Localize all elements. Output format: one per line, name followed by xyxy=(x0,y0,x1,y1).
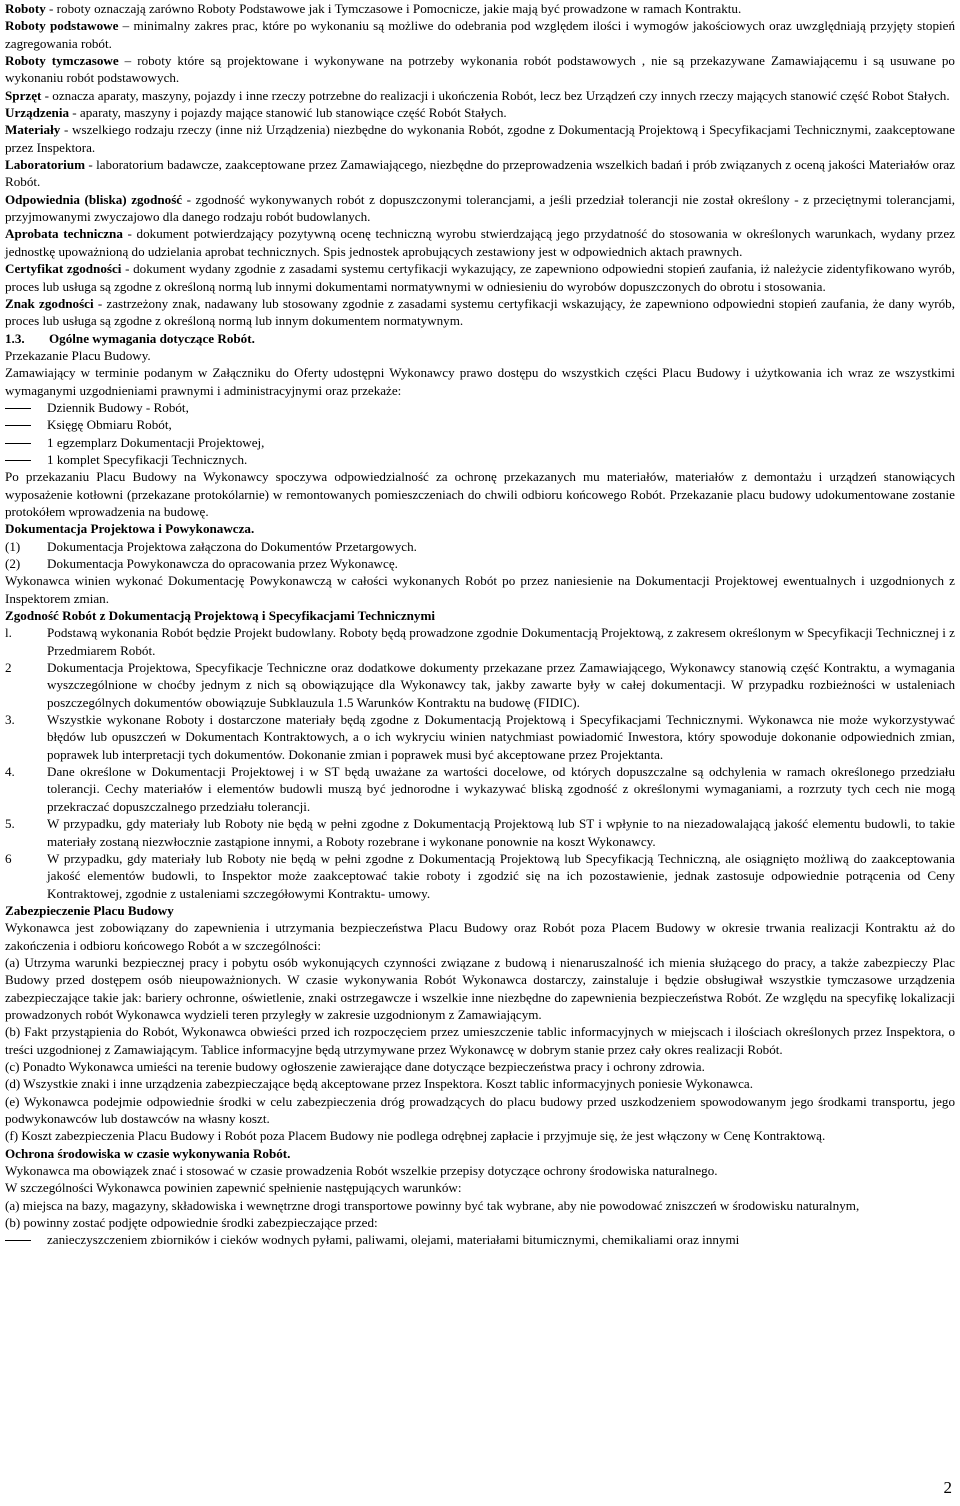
definition-paragraph xyxy=(5,225,955,260)
definition-term: Roboty xyxy=(5,1,46,16)
compliance-heading: Zgodność Robót z Dokumentacją Projektową i Specyfikacjami Technicznymi xyxy=(5,608,436,624)
section-number: 1.3. xyxy=(5,330,25,346)
definition-paragraph xyxy=(5,156,955,191)
definition-paragraph xyxy=(5,191,955,226)
definition-term: Sprzęt xyxy=(5,87,42,103)
definition-paragraph xyxy=(5,17,955,52)
item-number: 4. xyxy=(5,764,15,780)
item-text: W przypadku, gdy materiały lub Roboty nie będą w pełni zgodne z Dokumentacją Projektową lub Specyfikacją Techniczną, ale osiągnięto możliwą do zaakceptowania jakość elementów budowli, to Inspektor może zaakceptować takie roboty i zgodzić się na ich pozostawienie, jednak zastosuje odpowiednie potrącenia od Ceny Kontraktowej, zgodnie z ustaleniami szczegółowymi Kontraktu- umowy. xyxy=(47,850,955,901)
section-heading xyxy=(5,330,955,347)
section-title: Ogólne wymagania dotyczące Robót. xyxy=(49,330,255,346)
item-number: (2) xyxy=(5,556,21,571)
document-page xyxy=(5,0,955,1249)
item-text: W przypadku, gdy materiały lub Roboty nie będą w pełni zgodne z Dokumentacją Projektową lub ST i wpłynie to na niezadowalającą jakość elementu budowli, to takie materiały zostaną niezwłocznie zastąpione innymi, a Roboty rozebrane i wykonane ponownie na koszt Wykonawcy. xyxy=(47,816,955,849)
item-text: Dokumentacja Powykonawcza do opracowania przez Wykonawcę. xyxy=(47,556,398,571)
compliance-list xyxy=(5,624,955,902)
definition-paragraph xyxy=(5,0,955,17)
item-text: Dane określone w Dokumentacji Projektowej i w ST będą uważane za wartości docelowe, od których dopuszczalne są odchylenia w ramach określonego przedziału tolerancji. Cechy materiałów i elementów budowli muszą być jednorodne i wykazywać bliską zgodność z określonymi wymaganiami, a rozrzuty tych cech nie mogą przekraczać dopuszczalnego przedziału tolerancji. xyxy=(47,764,955,814)
paragraph-safety-d: (d) Wszystkie znaki i inne urządzenia zabezpieczające będą akceptowane przez Inspektora. Koszt tablic informacyjnych poniesie Wykonawca. xyxy=(5,1076,753,1092)
definition-term: Znak zgodności xyxy=(5,295,94,311)
environment-list xyxy=(5,1231,955,1248)
list-item: 1 egzemplarz Dokumentacji Projektowej, xyxy=(5,434,955,451)
docs-list xyxy=(5,538,955,573)
list-item: 1 komplet Specyfikacji Technicznych. xyxy=(5,451,955,468)
definition-paragraph xyxy=(5,121,955,156)
paragraph-safety-intro: Wykonawca jest zobowiązany do zapewnienia i utrzymania bezpieczeństwa Placu Budowy oraz Robót poza Placem Budowy w okresie trwania realizacji Kontraktu aż do zakończenia i odbioru końcowego Robót a w szczególności: xyxy=(5,920,955,953)
paragraph-environment-a: (a) miejsca na bazy, magazyny, składowiska i wewnętrzne drogi transportowe powinny być tak wybrane, aby nie powodować zniszczeń w środowisku naturalnym, xyxy=(5,1197,860,1213)
list-item xyxy=(5,763,955,815)
definition-text: - dokument wydany zgodnie z zasadami systemu certyfikacji wykazujący, ze zapewniono odpowiedni stopień zaufania, iż należycie zidentyfikowano wyrób, proces lub usługa są zgodne z określoną normą lub innymi dokumentami normatywnymi w odniesieniu do wyrobów dopuszczonych do obrotu i stosowania. xyxy=(5,261,955,294)
list-item: Księgę Obmiaru Robót, xyxy=(5,416,955,433)
list-item xyxy=(5,624,955,659)
environment-heading: Ochrona środowiska w czasie wykonywania Robót. xyxy=(5,1145,291,1161)
item-text: Dokumentacja Projektowa załączona do Dokumentów Przetargowych. xyxy=(47,538,417,554)
definitions xyxy=(5,0,955,330)
definition-paragraph xyxy=(5,87,955,104)
definition-paragraph xyxy=(5,52,955,87)
definition-paragraph xyxy=(5,260,955,295)
paragraph-environment-2: W szczególności Wykonawca powinien zapewnić spełnienie następujących warunków: xyxy=(5,1180,462,1196)
definition-text: - wszelkiego rodzaju rzeczy (inne niż Urządzenia) niezbędne do wykonania Robót, zgodne z Dokumentacją Projektową i Specyfikacjami Technicznymi, zaakceptowane przez Inspektora. xyxy=(5,122,955,155)
paragraph-environment-1: Wykonawca ma obowiązek znać i stosować w czasie prowadzenia Robót wszelkie przepisy dotyczące ochrony środowiska naturalnego. xyxy=(5,1163,718,1179)
paragraph-safety-b: (b) Fakt przystąpienia do Robót, Wykonawca obwieści przed ich rozpoczęciem przez umieszczenie tablic informacyjnych w miejscach i ilościach określonych przez Inspektora, o treści uzgodnionej z Zamawiającym. Tablice informacyjne będą utrzymywane przez Wykonawcę w dobrym stanie przez cały okres realizacji Robót. xyxy=(5,1024,955,1057)
paragraph-handover: Zamawiający w terminie podanym w Załączniku do Oferty udostępni Wykonawcy prawo dostępu do wszystkich części Placu Budowy i użytkowania ich wraz ze wszystkimi wymaganymi uzgodnieniami prawnymi i administracyjnymi oraz przekaże: xyxy=(5,365,955,398)
definition-term: Laboratorium xyxy=(5,157,86,173)
item-number: 6 xyxy=(5,850,12,866)
list-item xyxy=(5,659,955,711)
paragraph-responsibility: Po przekazaniu Placu Budowy na Wykonawcy spoczywa odpowiedzialność za ochronę przekazanych mu materiałów, materiałów z demontażu i urządzeń stanowiących wyposażenie kotłowni (przekazane protokólarnie) w remontowanych pomieszczeniach do chwili odbioru końcowego Robót. Przekazanie placu budowy udokumentowane zostanie protokółem wprowadzenia na budowę. xyxy=(5,469,955,519)
paragraph-safety-f: (f) Koszt zabezpieczenia Placu Budowy i Robót poza Placem Budowy nie podlega odrębnej zapłacie i przyjmuje się, że jest włączony w Cenę Kontraktową. xyxy=(5,1128,826,1144)
item-number: 3. xyxy=(5,712,15,728)
definition-text: - roboty oznaczają zarówno Roboty Podstawowe jak i Tymczasowe i Pomocnicze, jakie mają być prowadzone w ramach Kontraktu. xyxy=(45,1,742,16)
paragraph-safety-c: (c) Ponadto Wykonawca umieści na terenie budowy ogłoszenie zawierające dane dotyczące bezpieczeństwa pracy i ochrony zdrowia. xyxy=(5,1058,705,1074)
docs-heading: Dokumentacja Projektowa i Powykonawcza. xyxy=(5,521,255,537)
definition-term: Urządzenia xyxy=(5,105,69,121)
list-item xyxy=(5,850,955,902)
item-text: Dokumentacja Projektowa, Specyfikacje Techniczne oraz dodatkowe dokumenty przekazane przez Zamawiającego, Wykonawcy stanowią część Kontraktu, a wymagania wyszczególnione w choćby jednym z nich są obowiązujące dla Wykonawcy tak, jakby zawarte były w całej dokumentacji. W przypadku rozbieżności w ustaleniach poszczególnych dokumentów obowiązuje Subklauzula 1.5 Warunków Kontraktu na budowę (FIDIC). xyxy=(47,660,955,710)
definition-term: Roboty tymczasowe xyxy=(5,53,119,69)
item-text: Podstawą wykonania Robót będzie Projekt budowlany. Roboty będą prowadzone zgodnie Dokumentacją Projektową, z zakresem określonym w Specyfikacji Technicznej i z Przedmiarem Robót. xyxy=(47,625,955,658)
definition-text: - laboratorium badawcze, zaakceptowane przez Zamawiającego, niezbędne do przeprowadzenia wszelkich badań i prób związanych z oceną jakości Materiałów oraz Robót. xyxy=(5,157,955,190)
definition-text: - oznacza aparaty, maszyny, pojazdy i inne rzeczy potrzebne do realizacji i ukończenia Robót, lecz bez Urządzeń czy innych rzeczy mających stanowić część Robot Stałych. xyxy=(41,87,950,103)
list-item xyxy=(5,555,955,572)
definition-text: – minimalny zakres prac, które po wykonaniu są możliwe do odebrania pod względem ilości i wymogów jakościowych oraz uwzględniają przyjęty stopień zagregowania robót. xyxy=(5,18,955,51)
definition-term: Materiały xyxy=(5,122,61,138)
definition-paragraph xyxy=(5,104,955,121)
definition-term: Roboty podstawowe xyxy=(5,18,119,34)
definition-text: - zgodność wykonywanych robót z dopuszczonymi tolerancjami, a jeśli przedział tolerancji nie został określony - z przeciętnymi tolerancjami, przyjmowanymi zwyczajowo dla danego rodzaju robót budowlanych. xyxy=(5,191,955,225)
paragraph-environment-b: (b) powinny zostać podjęte odpowiednie środki zabezpieczające przed: xyxy=(5,1215,378,1231)
page-number: 2 xyxy=(943,1478,952,1497)
definition-text: – roboty które są projektowane i wykonywane na potrzeby wykonania robót podstawowych , nie są przekazywane Zamawiającemu i są usuwane po wykonaniu robót podstawowych. xyxy=(5,53,955,86)
item-number: l. xyxy=(5,625,12,641)
item-number: 2 xyxy=(5,660,12,676)
item-text: Wszystkie wykonane Roboty i dostarczone materiały będą zgodne z Dokumentacją Projektową i Specyfikacjami Technicznymi. Wykonawca nie może wykorzystywać błędów lub opuszczeń w Dokumentach Kontraktowych, a o ich wykryciu winien natychmiast powiadomić Inwestora, który spowoduje dokonanie odpowiednich zmian, poprawek lub interpretacji tych dokumentów. Dokonanie zmian i poprawek musi być akceptowane przez Projektanta. xyxy=(47,712,955,762)
item-number: 5. xyxy=(5,816,15,832)
definition-text: - aparaty, maszyny i pojazdy mające stanowić lub stanowiące część Robót Stałych. xyxy=(69,105,507,121)
list-item xyxy=(5,538,955,555)
safety-heading: Zabezpieczenie Placu Budowy xyxy=(5,902,174,918)
definition-term: Certyfikat zgodności xyxy=(5,261,122,277)
handover-list xyxy=(5,399,955,468)
list-item xyxy=(5,815,955,850)
paragraph-safety-e: (e) Wykonawca podejmie odpowiednie środki w celu zabezpieczenia dróg prowadzących do placu budowy przed uszkodzeniem spowodowanym jego środkami transportu, jego podwykonawców lub dostawców na własny koszt. xyxy=(5,1093,955,1126)
definition-paragraph xyxy=(5,295,955,330)
subsection-handover: Przekazanie Placu Budowy. xyxy=(5,347,151,363)
definition-text: - zastrzeżony znak, nadawany lub stosowany zgodnie z zasadami systemu certyfikacji wskazujący, że zapewniono odpowiedni stopień zaufania, że dany wyrób, proces lub usługa są zgodne z określoną normą lub innym dokumentem normatywnym. xyxy=(5,295,955,329)
item-number: (1) xyxy=(5,538,21,554)
list-item xyxy=(5,711,955,763)
paragraph-safety-a: (a) Utrzyma warunki bezpiecznej pracy i pobytu osób wykonujących czynności związane z budową i nienaruszalność ich mienia służącego do pracy, a także zabezpieczy Plac Budowy przed dostępem osób nieupoważnionych. W czasie wykonywania Robót Wykonawca dostarczy, zainstaluje i będzie obsługiwał wszystkie tymczasowe urządzenia zabezpieczające takie jak: bariery ochronne, oświetlenie, znaki ostrzegawcze i wszelkie inne niezbędne do zapewnienia bezpieczeństwa Robót. Ze względu na specyfikę lokalizacji prowadzonych robót Wykonawca wydzieli teren przyległy w zakresie uzgodnionym z Zamawiającym. xyxy=(5,954,955,1022)
list-item: Dziennik Budowy - Robót, xyxy=(5,399,955,416)
list-item: zanieczyszczeniem zbiorników i cieków wodnych pyłami, paliwami, olejami, materiałami bitumicznymi, chemikaliami oraz innymi xyxy=(5,1231,955,1248)
definition-term: Aprobata techniczna xyxy=(5,226,123,242)
definition-text: - dokument potwierdzający pozytywną ocenę techniczną wyrobu stwierdzającą jego przydatność do stosowania w określonych warunkach, wydany przez jednostkę upoważnioną do udzielania aprobat technicznych. Spis jednostek aprobujących zestawiony jest w odpowiednich aktach prawnych. xyxy=(5,226,955,259)
definition-term: Odpowiednia (bliska) zgodność xyxy=(5,191,183,207)
paragraph-docs: Wykonawca winien wykonać Dokumentację Powykonawczą w całości wykonanych Robót po przez naniesienie na Dokumentacji Projektowej ewentualnych i uzgodnionych z Inspektorem zmian. xyxy=(5,573,955,606)
